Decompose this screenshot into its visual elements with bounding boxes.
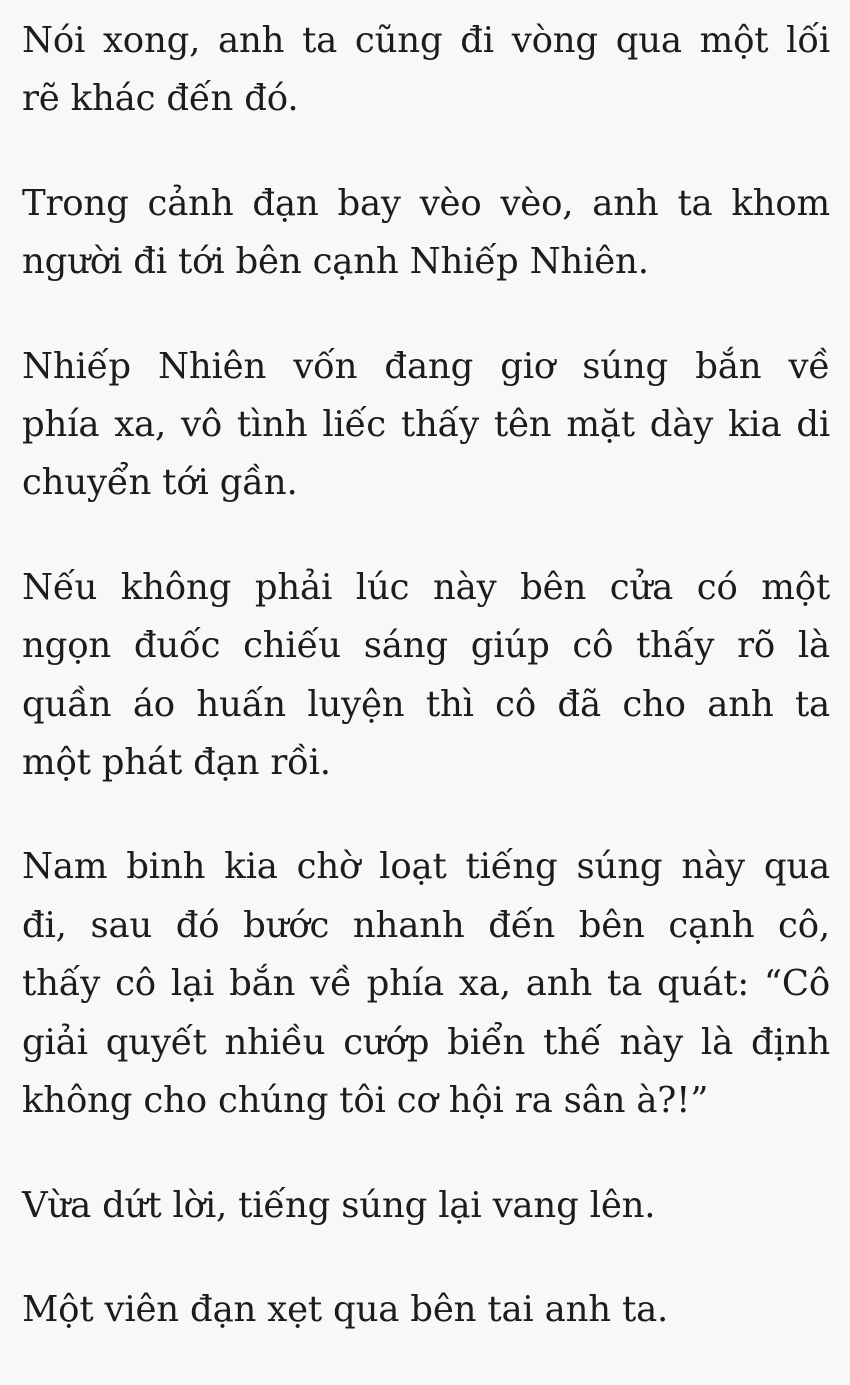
- text-line: Trong cảnh đạn bay vèo vèo, anh ta khom: [22, 182, 830, 224]
- paragraph-6: [22, 1177, 830, 1235]
- paragraph-3: [22, 338, 830, 513]
- text-line: Vừa dứt lời, tiếng súng lại vang lên.: [22, 1184, 656, 1226]
- text-line: không cho chúng tôi cơ hội ra sân à?!”: [22, 1080, 709, 1122]
- text-line: phía xa, vô tình liếc thấy tên mặt dày kia di: [22, 404, 830, 446]
- text-line: một phát đạn rồi.: [22, 742, 331, 784]
- text-line: thấy cô lại bắn về phía xa, anh ta quát: “Cô: [22, 963, 830, 1005]
- text-line: Nhiếp Nhiên vốn đang giơ súng bắn về: [22, 345, 830, 387]
- paragraph-7: [22, 1281, 830, 1339]
- text-line: Nói xong, anh ta cũng đi vòng qua một lối: [22, 20, 830, 61]
- reader-page: [22, 12, 830, 1385]
- text-line: Một viên đạn xẹt qua bên tai anh ta.: [22, 1288, 669, 1330]
- text-line: đi, sau đó bước nhanh đến bên cạnh cô,: [22, 904, 830, 946]
- text-line: Nếu không phải lúc này bên cửa có một: [22, 566, 830, 608]
- paragraph-1: [22, 12, 830, 129]
- text-line: rẽ khác đến đó.: [22, 78, 299, 120]
- text-line: giải quyết nhiều cướp biển thế này là định: [22, 1021, 830, 1063]
- paragraph-2: [22, 175, 830, 292]
- paragraph-4: [22, 559, 830, 793]
- text-line: chuyển tới gần.: [22, 462, 298, 504]
- text-line: người đi tới bên cạnh Nhiếp Nhiên.: [22, 241, 649, 283]
- paragraph-5: [22, 838, 830, 1130]
- text-line: ngọn đuốc chiếu sáng giúp cô thấy rõ là: [22, 625, 830, 667]
- text-line: quần áo huấn luyện thì cô đã cho anh ta: [22, 683, 830, 725]
- text-line: Nam binh kia chờ loạt tiếng súng này qua: [22, 846, 830, 888]
